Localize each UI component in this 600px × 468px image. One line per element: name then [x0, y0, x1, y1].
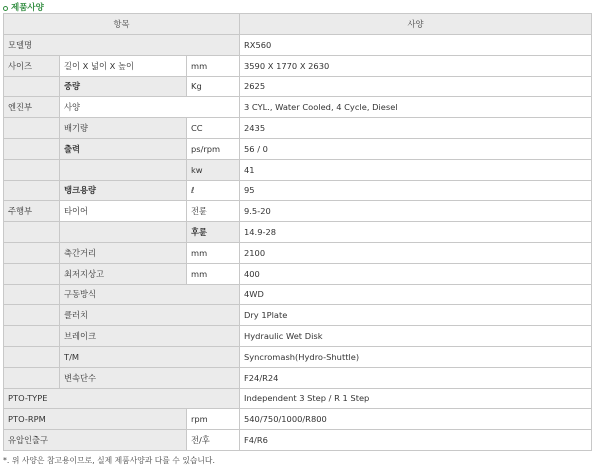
row-unit: mm: [187, 263, 240, 284]
row-unit: mm: [187, 55, 240, 76]
row-unit: Kg: [187, 76, 240, 97]
row-value: Hydraulic Wet Disk: [240, 326, 592, 347]
table-row: [4, 263, 592, 284]
table-row: [4, 284, 592, 305]
row-category-empty: [4, 118, 60, 139]
row-value: 2625: [240, 76, 592, 97]
table-row: [4, 201, 592, 222]
row-value: Dry 1Plate: [240, 305, 592, 326]
circle-bullet-icon: [3, 6, 8, 11]
row-label: 출력: [60, 138, 187, 159]
row-label: 유압인출구: [4, 430, 187, 451]
row-unit: 후륜: [187, 222, 240, 243]
table-header-row: [4, 14, 592, 35]
row-label: 사양: [60, 97, 240, 118]
table-row: [4, 305, 592, 326]
table-row: [4, 388, 592, 409]
row-category-empty: [4, 242, 60, 263]
row-category-empty: [4, 346, 60, 367]
table-row: [4, 409, 592, 430]
table-row: [4, 97, 592, 118]
table-row: [4, 326, 592, 347]
row-category-empty: [4, 138, 60, 159]
table-row: [4, 242, 592, 263]
row-label: 길이 X 넓이 X 높이: [60, 55, 187, 76]
row-label: PTO-TYPE: [4, 388, 240, 409]
table-row: [4, 55, 592, 76]
row-value: Independent 3 Step / R 1 Step: [240, 388, 592, 409]
row-unit: 전/후: [187, 430, 240, 451]
row-value: 14.9-28: [240, 222, 592, 243]
section-title-text: 제품사양: [11, 3, 44, 13]
row-value: 540/750/1000/R800: [240, 409, 592, 430]
table-row: [4, 180, 592, 201]
row-category-empty: [4, 76, 60, 97]
table-row: [4, 430, 592, 451]
row-label: 구동방식: [60, 284, 240, 305]
row-label: T/M: [60, 346, 240, 367]
row-value: Syncromash(Hydro-Shuttle): [240, 346, 592, 367]
row-category-empty: [4, 159, 60, 180]
row-category-empty: [4, 305, 60, 326]
table-row: [4, 138, 592, 159]
row-value: 9.5-20: [240, 201, 592, 222]
row-label: 중량: [60, 76, 187, 97]
table-row: [4, 35, 592, 56]
row-label: 축간거리: [60, 242, 187, 263]
row-value: F4/R6: [240, 430, 592, 451]
row-category: 사이즈: [4, 55, 60, 76]
row-unit: ps/rpm: [187, 138, 240, 159]
row-unit: mm: [187, 242, 240, 263]
table-row: [4, 222, 592, 243]
row-value: 400: [240, 263, 592, 284]
row-category-empty: [4, 326, 60, 347]
row-unit: 전륜: [187, 201, 240, 222]
row-value: 41: [240, 159, 592, 180]
table-row: [4, 159, 592, 180]
row-unit: kw: [187, 159, 240, 180]
row-category-empty: [4, 222, 60, 243]
row-label: 모델명: [4, 35, 240, 56]
row-unit: ℓ: [187, 180, 240, 201]
row-category-empty: [4, 367, 60, 388]
row-unit: rpm: [187, 409, 240, 430]
row-category-empty: [4, 284, 60, 305]
row-value: 4WD: [240, 284, 592, 305]
row-value: 56 / 0: [240, 138, 592, 159]
row-category-empty: [4, 180, 60, 201]
table-row: [4, 118, 592, 139]
row-category: 엔진부: [4, 97, 60, 118]
row-value: 2100: [240, 242, 592, 263]
row-unit: CC: [187, 118, 240, 139]
row-value: RX560: [240, 35, 592, 56]
row-label-empty: [60, 159, 187, 180]
row-category-empty: [4, 263, 60, 284]
row-value: 2435: [240, 118, 592, 139]
row-label: 클러치: [60, 305, 240, 326]
row-label: 배기량: [60, 118, 187, 139]
row-value: F24/R24: [240, 367, 592, 388]
row-category: 주행부: [4, 201, 60, 222]
table-row: [4, 76, 592, 97]
row-label: 변속단수: [60, 367, 240, 388]
row-value: 95: [240, 180, 592, 201]
row-label: 타이어: [60, 201, 187, 222]
footnote: *. 위 사양은 참고용이므로, 실제 제품사양과 다를 수 있습니다.: [3, 456, 215, 465]
row-value: 3590 X 1770 X 2630: [240, 55, 592, 76]
row-label-empty: [60, 222, 187, 243]
row-label: 브레이크: [60, 326, 240, 347]
row-label: PTO-RPM: [4, 409, 187, 430]
spec-table: [3, 13, 592, 451]
table-row: [4, 367, 592, 388]
table-row: [4, 346, 592, 367]
header-spec: 사양: [240, 14, 592, 35]
row-label: 탱크용량: [60, 180, 187, 201]
row-value: 3 CYL., Water Cooled, 4 Cycle, Diesel: [240, 97, 592, 118]
header-item: 항목: [4, 14, 240, 35]
row-label: 최저지상고: [60, 263, 187, 284]
